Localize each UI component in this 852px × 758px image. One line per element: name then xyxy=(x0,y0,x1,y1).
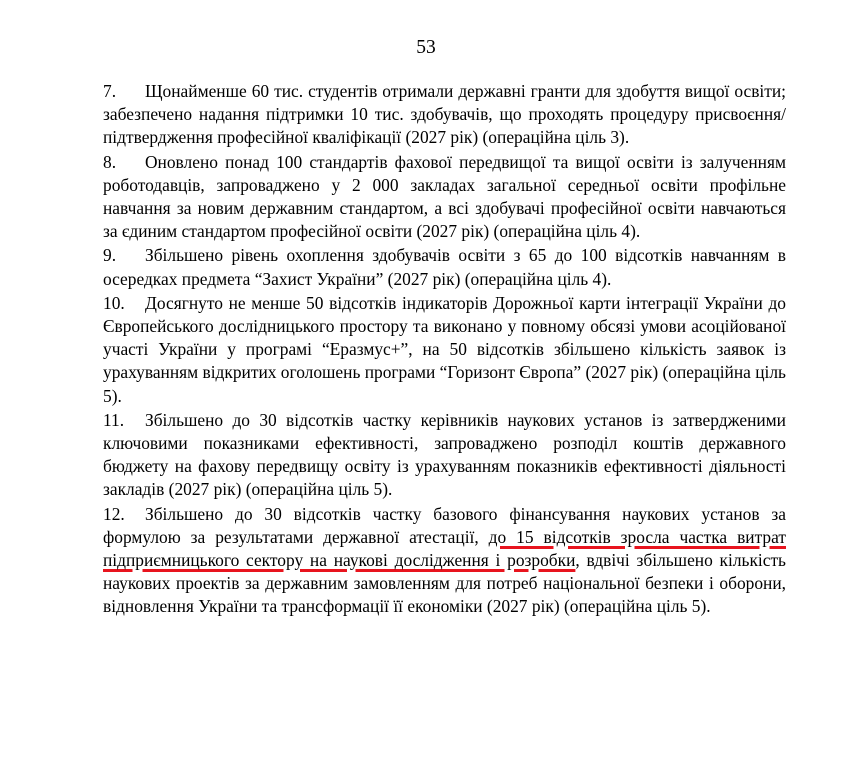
item-text: Досягнуто не менше 50 відсотків індикаторів Дорожньої карти інтеграції України до Європейського дослідницького простору та виконано у повному обсязі умови асоційованої участі України у програмі “Еразмус+”, на 50 відсотків збільшено кількість заявок із урахуванням відкритих оголошень програми “Горизонт Європа” (2027 рік) (операційна ціль 5). xyxy=(103,292,786,406)
page-number: 53 xyxy=(416,37,436,58)
document-body xyxy=(103,80,786,620)
item-text: Оновлено понад 100 стандартів фахової передвищої та вищої освіти із залученням роботодавців, запроваджено у 2 000 закладах загальної середньої освіти профільне навчання за новим державним стандартом, а всі здобувачі професійної освіти навчаються за єдиним стандартом професійної освіти (2027 рік) (операційна ціль 4). xyxy=(103,151,786,242)
item-number: 7. xyxy=(103,81,117,101)
item-text-after: , вдвічі збільшено кількість наукових проектів за державним замовленням для потреб національної безпеки і оборони, відновлення України та трансформації її економіки (2027 рік) (операційна ціль 5). xyxy=(103,550,786,617)
item-number: 11. xyxy=(103,409,125,430)
item-text: Збільшено рівень охоплення здобувачів освіти з 65 до 100 відсотків навчанням в осередках предмета “Захист України” (2027 рік) (операційна ціль 4). xyxy=(103,245,786,289)
item-text-before: Збільшено до 30 відсотків частку базового фінансування наукових установ за формулою за результатами державної атестації, xyxy=(103,503,786,547)
highlighted-text: до 15 відсотків зросла частка витрат підприємницького сектору на наукові дослідження і розробки xyxy=(103,526,786,571)
list-item-10 xyxy=(103,292,786,408)
list-item-9 xyxy=(103,244,786,290)
item-number: 9. xyxy=(103,245,117,266)
item-number: 10. xyxy=(103,292,125,313)
item-text: Збільшено до 30 відсотків частку керівників наукових установ із затвердженими ключовими показниками ефективності, запроваджено розподіл коштів державного бюджету на фахову передвищу освіту із урахуванням показників ефективності діяльності закладів (2027 рік) (операційна ціль 5). xyxy=(103,409,786,500)
list-item-12 xyxy=(103,503,786,619)
item-number: 8. xyxy=(103,151,117,172)
list-item-7 xyxy=(103,80,786,150)
list-item-8 xyxy=(103,151,786,244)
item-text: Щонайменше 60 тис. студентів отримали державні гранти для здобуття вищої освіти; забезпечено надання підтримки 10 тис. здобувачів, що проходять процедуру присвоєння/підтвердження професійної кваліфікації (2027 рік) (операційна ціль 3). xyxy=(103,81,786,148)
list-item-11 xyxy=(103,409,786,502)
item-number: 12. xyxy=(103,503,125,524)
